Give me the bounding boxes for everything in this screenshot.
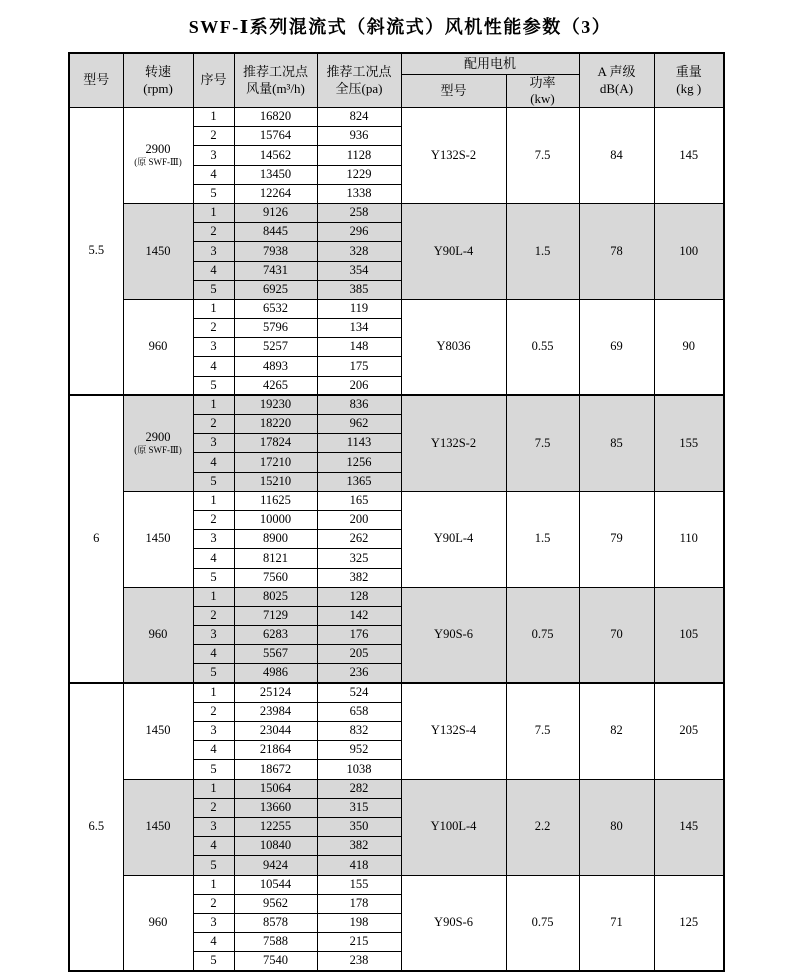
col-header-speed-line1: 转速 [144, 64, 171, 80]
pressure-cell: 936 [317, 127, 401, 146]
col-header-power [506, 74, 579, 108]
pressure-cell: 315 [317, 798, 401, 817]
flow-cell: 7588 [234, 933, 317, 952]
flow-cell: 7560 [234, 568, 317, 587]
seq-cell: 5 [193, 760, 234, 779]
seq-cell: 3 [193, 913, 234, 932]
speed-value: 1450 [145, 723, 171, 738]
seq-cell: 1 [193, 299, 234, 318]
flow-cell: 16820 [234, 108, 317, 127]
pressure-cell: 119 [317, 299, 401, 318]
weight-cell: 90 [654, 299, 724, 395]
pressure-cell: 1143 [317, 434, 401, 453]
flow-cell: 7938 [234, 242, 317, 261]
seq-cell: 4 [193, 741, 234, 760]
seq-cell: 5 [193, 472, 234, 491]
table-row [69, 683, 724, 702]
pressure-cell: 328 [317, 242, 401, 261]
speed-cell [123, 203, 193, 299]
flow-cell: 4986 [234, 664, 317, 683]
pressure-cell: 350 [317, 817, 401, 836]
table-row [69, 299, 724, 318]
motor-power-cell: 1.5 [506, 491, 579, 587]
seq-cell: 2 [193, 798, 234, 817]
col-header-motor-model: 型号 [401, 74, 506, 108]
speed-value: 960 [148, 914, 168, 929]
seq-cell: 5 [193, 184, 234, 203]
seq-cell: 5 [193, 952, 234, 971]
seq-cell: 5 [193, 376, 234, 395]
col-header-weight [654, 53, 724, 108]
motor-model-cell: Y132S-4 [401, 683, 506, 779]
flow-cell: 7540 [234, 952, 317, 971]
col-header-power-line2: (kw) [530, 90, 555, 106]
seq-cell: 1 [193, 491, 234, 510]
seq-cell: 1 [193, 587, 234, 606]
pressure-cell: 524 [317, 683, 401, 702]
pressure-cell: 836 [317, 395, 401, 414]
flow-cell: 5796 [234, 319, 317, 338]
pressure-cell: 1128 [317, 146, 401, 165]
table-row [69, 587, 724, 606]
speed-cell [123, 299, 193, 395]
seq-cell: 2 [193, 319, 234, 338]
weight-cell: 155 [654, 395, 724, 491]
col-header-noise [579, 53, 654, 108]
flow-cell: 23044 [234, 722, 317, 741]
seq-cell: 2 [193, 702, 234, 721]
motor-model-cell: Y100L-4 [401, 779, 506, 875]
flow-cell: 17824 [234, 434, 317, 453]
pressure-cell: 354 [317, 261, 401, 280]
speed-cell [123, 587, 193, 683]
motor-power-cell: 7.5 [506, 395, 579, 491]
flow-cell: 18672 [234, 760, 317, 779]
seq-cell: 2 [193, 415, 234, 434]
flow-cell: 8121 [234, 549, 317, 568]
col-header-noise-line2: dB(A) [599, 80, 634, 96]
speed-value: 1450 [145, 819, 171, 834]
noise-cell: 69 [579, 299, 654, 395]
seq-cell: 2 [193, 606, 234, 625]
weight-cell: 145 [654, 108, 724, 204]
table-row [69, 108, 724, 127]
pressure-cell: 282 [317, 779, 401, 798]
seq-cell: 3 [193, 146, 234, 165]
seq-cell: 5 [193, 280, 234, 299]
speed-value: 1450 [145, 243, 171, 258]
pressure-cell: 236 [317, 664, 401, 683]
flow-cell: 15064 [234, 779, 317, 798]
noise-cell: 78 [579, 203, 654, 299]
motor-power-cell: 7.5 [506, 108, 579, 204]
flow-cell: 6925 [234, 280, 317, 299]
seq-cell: 3 [193, 722, 234, 741]
flow-cell: 7129 [234, 606, 317, 625]
flow-cell: 8900 [234, 530, 317, 549]
seq-cell: 4 [193, 357, 234, 376]
flow-cell: 9424 [234, 856, 317, 875]
table-row [69, 779, 724, 798]
seq-cell: 2 [193, 127, 234, 146]
speed-cell [123, 779, 193, 875]
flow-cell: 8578 [234, 913, 317, 932]
flow-cell: 8445 [234, 223, 317, 242]
flow-cell: 8025 [234, 587, 317, 606]
table-row [69, 203, 724, 222]
speed-cell [123, 491, 193, 587]
seq-cell: 1 [193, 683, 234, 702]
pressure-cell: 178 [317, 894, 401, 913]
flow-cell: 15210 [234, 472, 317, 491]
seq-cell: 4 [193, 837, 234, 856]
seq-cell: 4 [193, 549, 234, 568]
table-row [69, 491, 724, 510]
col-header-noise-line1: A 声级 [597, 64, 636, 80]
weight-cell: 145 [654, 779, 724, 875]
header-row-1 [69, 53, 724, 74]
col-header-pressure-line2: 全压(pa) [335, 80, 383, 96]
flow-cell: 18220 [234, 415, 317, 434]
motor-model-cell: Y90L-4 [401, 491, 506, 587]
flow-cell: 21864 [234, 741, 317, 760]
seq-cell: 1 [193, 108, 234, 127]
flow-cell: 6532 [234, 299, 317, 318]
noise-cell: 71 [579, 875, 654, 971]
speed-note: (原 SWF-Ⅲ) [134, 156, 182, 167]
col-header-pressure-line1: 推荐工况点 [326, 64, 392, 80]
flow-cell: 13450 [234, 165, 317, 184]
pressure-cell: 198 [317, 913, 401, 932]
speed-value: 960 [148, 627, 168, 642]
table-row [69, 875, 724, 894]
motor-model-cell: Y132S-2 [401, 395, 506, 491]
table-header [69, 53, 724, 108]
model-cell: 6.5 [69, 683, 123, 971]
speed-note: (原 SWF-Ⅲ) [134, 444, 182, 455]
weight-cell: 205 [654, 683, 724, 779]
seq-cell: 4 [193, 933, 234, 952]
motor-model-cell: Y8036 [401, 299, 506, 395]
pressure-cell: 658 [317, 702, 401, 721]
pressure-cell: 325 [317, 549, 401, 568]
flow-cell: 19230 [234, 395, 317, 414]
speed-cell [123, 395, 193, 491]
motor-power-cell: 0.75 [506, 587, 579, 683]
weight-cell: 110 [654, 491, 724, 587]
pressure-cell: 128 [317, 587, 401, 606]
flow-cell: 13660 [234, 798, 317, 817]
col-header-model: 型号 [69, 53, 123, 108]
flow-cell: 10544 [234, 875, 317, 894]
flow-cell: 9562 [234, 894, 317, 913]
col-header-seq: 序号 [193, 53, 234, 108]
motor-model-cell: Y90S-6 [401, 875, 506, 971]
seq-cell: 5 [193, 568, 234, 587]
seq-cell: 3 [193, 242, 234, 261]
col-header-pressure [317, 53, 401, 108]
pressure-cell: 962 [317, 415, 401, 434]
seq-cell: 4 [193, 453, 234, 472]
speed-cell [123, 108, 193, 204]
flow-cell: 23984 [234, 702, 317, 721]
pressure-cell: 142 [317, 606, 401, 625]
table-body [69, 108, 724, 971]
noise-cell: 80 [579, 779, 654, 875]
pressure-cell: 176 [317, 626, 401, 645]
flow-cell: 12264 [234, 184, 317, 203]
col-header-weight-line1: 重量 [675, 64, 702, 80]
seq-cell: 2 [193, 894, 234, 913]
seq-cell: 2 [193, 223, 234, 242]
motor-model-cell: Y90S-6 [401, 587, 506, 683]
table-row [69, 395, 724, 414]
speed-cell [123, 683, 193, 779]
pressure-cell: 832 [317, 722, 401, 741]
motor-power-cell: 7.5 [506, 683, 579, 779]
speed-cell [123, 875, 193, 971]
seq-cell: 3 [193, 530, 234, 549]
seq-cell: 3 [193, 626, 234, 645]
pressure-cell: 418 [317, 856, 401, 875]
seq-cell: 2 [193, 510, 234, 529]
flow-cell: 4265 [234, 376, 317, 395]
seq-cell: 1 [193, 875, 234, 894]
seq-cell: 3 [193, 817, 234, 836]
model-cell: 5.5 [69, 108, 123, 396]
model-cell: 6 [69, 395, 123, 683]
speed-value: 960 [148, 339, 168, 354]
col-header-speed [123, 53, 193, 108]
motor-power-cell: 0.75 [506, 875, 579, 971]
weight-cell: 100 [654, 203, 724, 299]
pressure-cell: 382 [317, 568, 401, 587]
pressure-cell: 952 [317, 741, 401, 760]
pressure-cell: 238 [317, 952, 401, 971]
pressure-cell: 148 [317, 338, 401, 357]
motor-model-cell: Y132S-2 [401, 108, 506, 204]
seq-cell: 3 [193, 434, 234, 453]
speed-value: 1450 [145, 531, 171, 546]
noise-cell: 84 [579, 108, 654, 204]
page-title: SWF-Ⅰ系列混流式（斜流式）风机性能参数（3） [188, 17, 612, 37]
seq-cell: 1 [193, 395, 234, 414]
pressure-cell: 1229 [317, 165, 401, 184]
flow-cell: 10000 [234, 510, 317, 529]
flow-cell: 10840 [234, 837, 317, 856]
pressure-cell: 1038 [317, 760, 401, 779]
pressure-cell: 215 [317, 933, 401, 952]
fan-performance-table [68, 52, 725, 972]
pressure-cell: 1256 [317, 453, 401, 472]
flow-cell: 7431 [234, 261, 317, 280]
weight-cell: 125 [654, 875, 724, 971]
seq-cell: 5 [193, 664, 234, 683]
pressure-cell: 1365 [317, 472, 401, 491]
noise-cell: 70 [579, 587, 654, 683]
pressure-cell: 385 [317, 280, 401, 299]
flow-cell: 11625 [234, 491, 317, 510]
motor-power-cell: 0.55 [506, 299, 579, 395]
pressure-cell: 165 [317, 491, 401, 510]
col-header-flow-line1: 推荐工况点 [242, 64, 308, 80]
pressure-cell: 175 [317, 357, 401, 376]
motor-power-cell: 1.5 [506, 203, 579, 299]
pressure-cell: 258 [317, 203, 401, 222]
pressure-cell: 296 [317, 223, 401, 242]
flow-cell: 17210 [234, 453, 317, 472]
pressure-cell: 262 [317, 530, 401, 549]
noise-cell: 82 [579, 683, 654, 779]
flow-cell: 5567 [234, 645, 317, 664]
seq-cell: 4 [193, 645, 234, 664]
pressure-cell: 205 [317, 645, 401, 664]
flow-cell: 5257 [234, 338, 317, 357]
pressure-cell: 1338 [317, 184, 401, 203]
flow-cell: 4893 [234, 357, 317, 376]
pressure-cell: 134 [317, 319, 401, 338]
col-header-flow-line2: 风量(m³/h) [246, 80, 305, 96]
flow-cell: 25124 [234, 683, 317, 702]
motor-model-cell: Y90L-4 [401, 203, 506, 299]
flow-cell: 9126 [234, 203, 317, 222]
speed-value: 2900 [145, 142, 171, 157]
seq-cell: 5 [193, 856, 234, 875]
seq-cell: 4 [193, 165, 234, 184]
noise-cell: 85 [579, 395, 654, 491]
seq-cell: 1 [193, 203, 234, 222]
speed-value: 2900 [145, 430, 171, 445]
flow-cell: 15764 [234, 127, 317, 146]
col-header-speed-line2: (rpm) [143, 80, 173, 96]
weight-cell: 105 [654, 587, 724, 683]
flow-cell: 12255 [234, 817, 317, 836]
pressure-cell: 382 [317, 837, 401, 856]
col-header-flow [234, 53, 317, 108]
pressure-cell: 155 [317, 875, 401, 894]
col-header-power-line1: 功率 [529, 74, 556, 90]
pressure-cell: 206 [317, 376, 401, 395]
noise-cell: 79 [579, 491, 654, 587]
motor-power-cell: 2.2 [506, 779, 579, 875]
flow-cell: 14562 [234, 146, 317, 165]
flow-cell: 6283 [234, 626, 317, 645]
pressure-cell: 824 [317, 108, 401, 127]
seq-cell: 4 [193, 261, 234, 280]
seq-cell: 1 [193, 779, 234, 798]
col-header-weight-line2: (kg ) [676, 80, 702, 96]
pressure-cell: 200 [317, 510, 401, 529]
col-header-motor-group: 配用电机 [401, 53, 579, 74]
seq-cell: 3 [193, 338, 234, 357]
